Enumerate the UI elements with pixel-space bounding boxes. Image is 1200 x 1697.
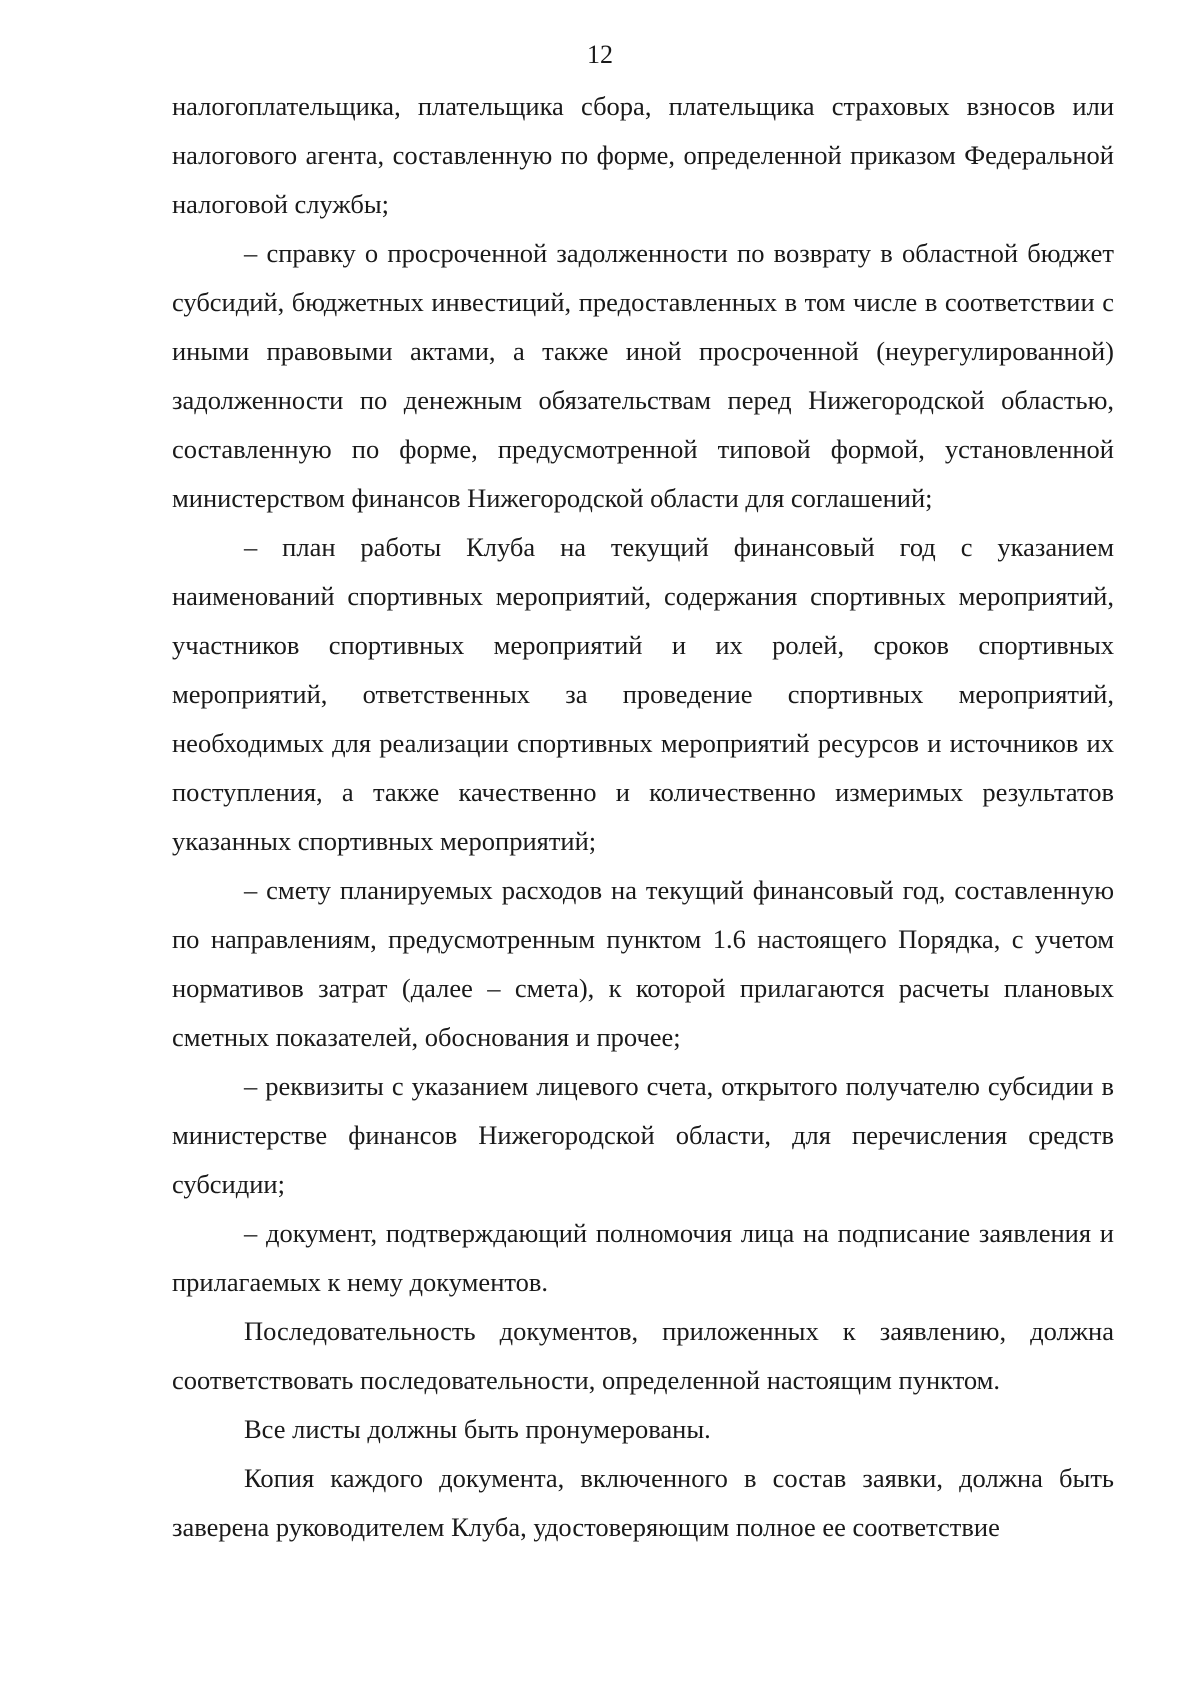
body-text: [172, 82, 1114, 1552]
paragraph-4: – смету планируемых расходов на текущий финансовый год, составленную по направлениям, предусмотренным пунктом 1.6 настоящего Порядка, с учетом нормативов затрат (далее – смета), к которой прилагаются расчеты плановых сметных показателей, обоснования и прочее;: [172, 875, 1114, 1052]
page-number: 12: [587, 40, 613, 69]
paragraph-7: Последовательность документов, приложенных к заявлению, должна соответствовать последовательности, определенной настоящим пунктом.: [172, 1316, 1114, 1395]
paragraph-3: – план работы Клуба на текущий финансовый год с указанием наименований спортивных мероприятий, содержания спортивных мероприятий, участников спортивных мероприятий и их ролей, сроков спортивных мероприятий, ответственных за проведение спортивных мероприятий, необходимых для реализации спортивных мероприятий ресурсов и источников их поступления, а также качественно и количественно измеримых результатов указанных спортивных мероприятий;: [172, 532, 1114, 856]
paragraph-1: налогоплательщика, плательщика сбора, плательщика страховых взносов или налогового агента, составленную по форме, определенной приказом Федеральной налоговой службы;: [172, 91, 1114, 219]
paragraph-9: Копия каждого документа, включенного в состав заявки, должна быть заверена руководителем Клуба, удостоверяющим полное ее соответствие: [172, 1463, 1114, 1542]
paragraph-5: – реквизиты с указанием лицевого счета, открытого получателю субсидии в министерстве финансов Нижегородской области, для перечисления средств субсидии;: [172, 1071, 1114, 1199]
paragraph-6: – документ, подтверждающий полномочия лица на подписание заявления и прилагаемых к нему документов.: [172, 1218, 1114, 1297]
paragraph-8: Все листы должны быть пронумерованы.: [244, 1414, 711, 1444]
paragraph-2: – справку о просроченной задолженности по возврату в областной бюджет субсидий, бюджетных инвестиций, предоставленных в том числе в соответствии с иными правовыми актами, а также иной просроченной (неурегулированной) задолженности по денежным обязательствам перед Нижегородской областью, составленную по форме, предусмотренной типовой формой, установленной министерством финансов Нижегородской области для соглашений;: [172, 238, 1114, 513]
